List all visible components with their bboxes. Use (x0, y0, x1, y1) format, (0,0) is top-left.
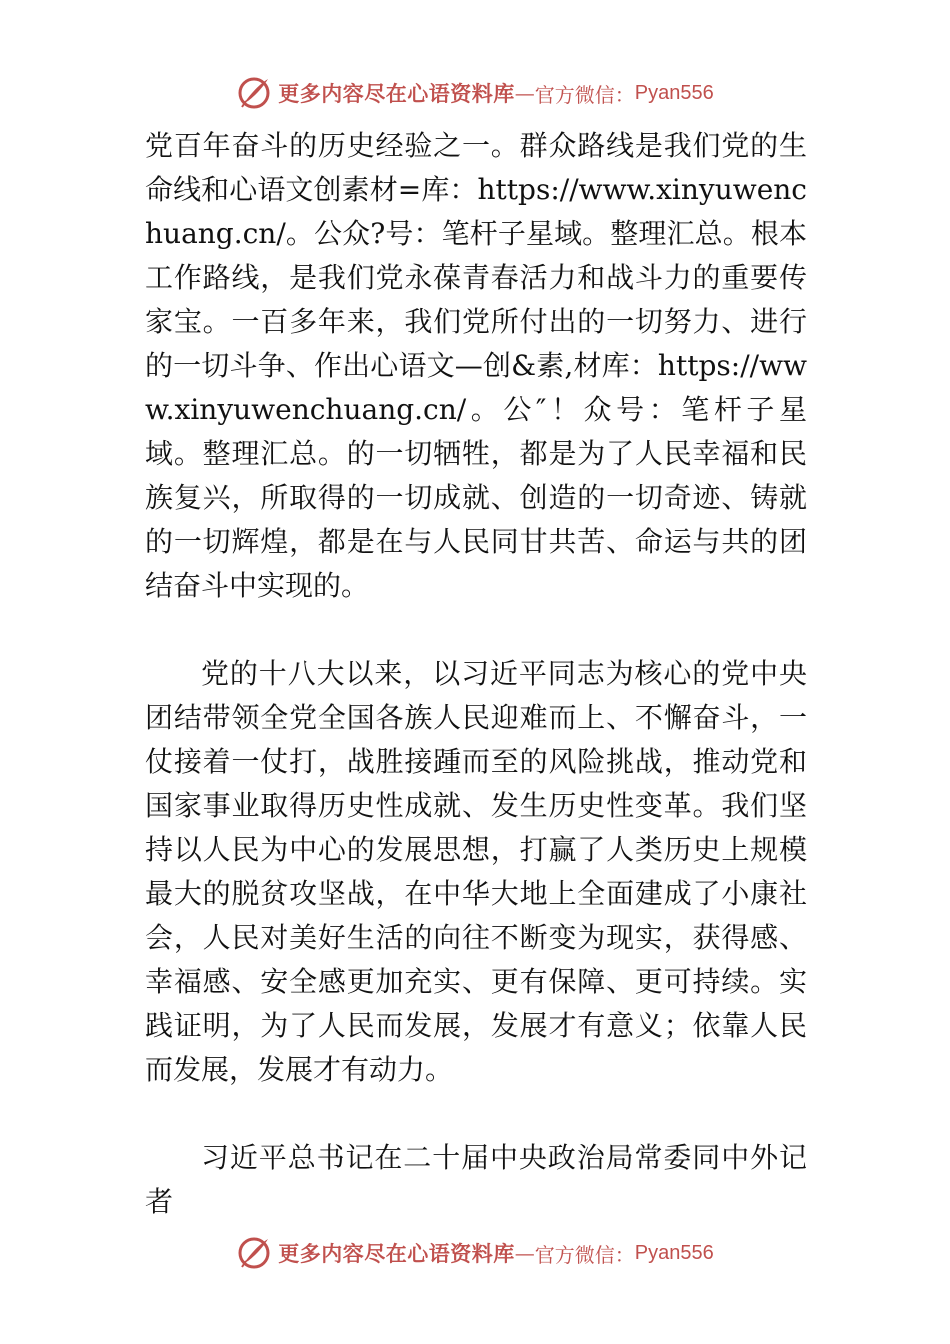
footer-banner (0, 1233, 950, 1273)
banner-brand-text: 更多内容尽在心语资料库 (278, 81, 515, 106)
paragraph-continued: 党百年奋斗的历史经验之一。群众路线是我们党的生命线和心语文创素材=库：https://www.xinyuwenchuang.cn/。公众?号：笔杆子星域。整理汇总。根本工作路线，是我们党永葆青春活力和战斗力的重要传家宝。一百多年来，我们党所付出的一切努力、进行的一切斗争、作出心语文—创&素,材库：https://www.xinyuwenchuang.cn/。公″！众号：笔杆子星域。整理汇总。的一切牺牲，都是为了人民幸福和民族复兴，所取得的一切成就、创造的一切奇迹、铸就的一切辉煌，都是在与人民同甘共苦、命运与共的团结奋斗中实现的。 (145, 129, 807, 602)
paragraph: 习近平总书记在二十届中央政治局常委同中外记者 (145, 1141, 807, 1218)
document-body (145, 124, 807, 1224)
banner-brand-text: 更多内容尽在心语资料库 (278, 1241, 515, 1266)
header-banner (0, 73, 950, 113)
quill-logo-icon (236, 1235, 272, 1271)
quill-logo-icon (236, 75, 272, 111)
paragraph: 党的十八大以来，以习近平同志为核心的党中央团结带领全党全国各族人民迎难而上、不懈奋斗，一仗接着一仗打，战胜接踵而至的风险挑战，推动党和国家事业取得历史性成就、发生历史性变革。我们坚持以人民为中心的发展思想，打赢了人类历史上规模最大的脱贫攻坚战，在中华大地上全面建成了小康社会，人民对美好生活的向往不断变为现实，获得感、幸福感、安全感更加充实、更有保障、更可持续。实践证明，为了人民而发展，发展才有意义；依靠人民而发展，发展才有动力。 (145, 657, 807, 1086)
banner-dash: — (514, 1241, 535, 1265)
banner-wechat-label: 官方微信： (534, 1242, 635, 1267)
banner-dash: — (514, 81, 535, 105)
banner-wechat-id: Pyan556 (634, 1241, 714, 1264)
banner-wechat-id: Pyan556 (634, 81, 714, 104)
banner-wechat-label: 官方微信： (534, 82, 635, 107)
